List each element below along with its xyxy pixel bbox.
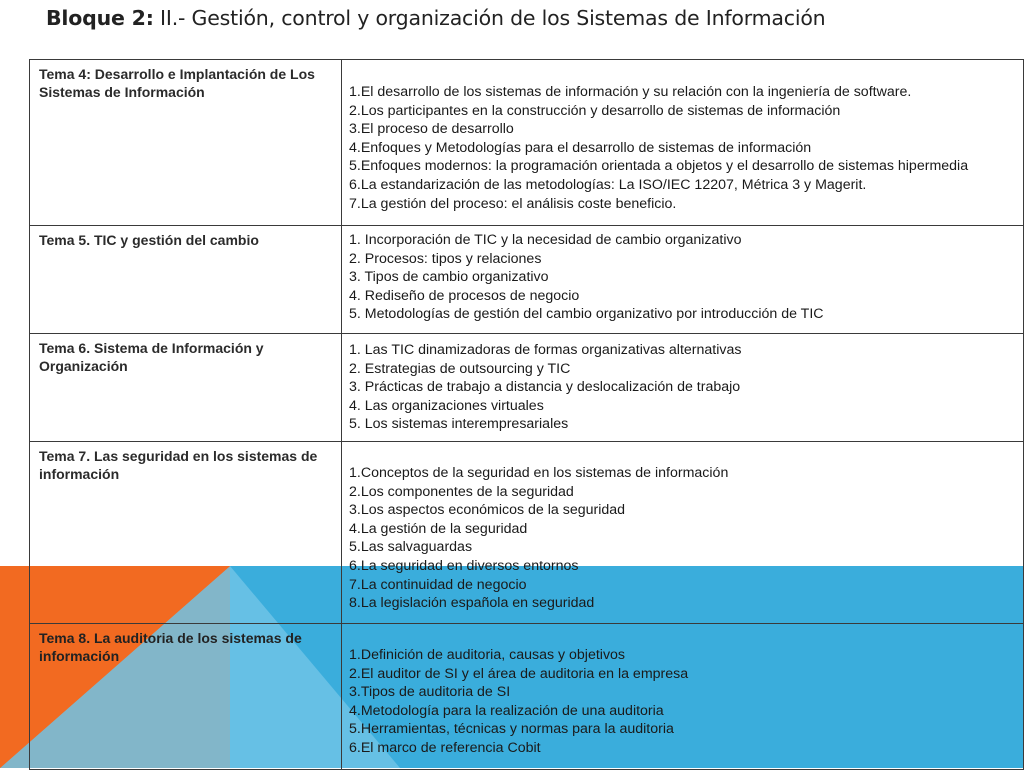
topic-items-list [349, 646, 1019, 758]
list-item: 5.Herramientas, técnicas y normas para la auditoria [349, 721, 674, 738]
list-item: 6.El marco de referencia Cobit [349, 739, 541, 756]
table-row [30, 226, 1024, 334]
list-item: 2. Estrategias de outsourcing y TIC [349, 360, 571, 377]
topic-items-list [349, 231, 1019, 324]
list-item: 4. Las organizaciones virtuales [349, 397, 544, 414]
list-item: 1. Incorporación de TIC y la necesidad de cambio organizativo [349, 232, 742, 248]
list-item: 3. Tipos de cambio organizativo [349, 269, 549, 286]
list-item: 5. Metodologías de gestión del cambio organizativo por introducción de TIC [349, 306, 824, 323]
list-item: 6.La estandarización de las metodologías: La ISO/IEC 12207, Métrica 3 y Magerit. [349, 176, 867, 193]
list-item: 8.La legislación española en seguridad [349, 595, 595, 612]
topic-content-cell [342, 60, 1024, 226]
topic-title-cell: Tema 4: Desarrollo e Implantación de Los Sistemas de Información [30, 60, 342, 226]
list-item: 4. Rediseño de procesos de negocio [349, 287, 580, 304]
list-item: 2.Los participantes en la construcción y desarrollo de sistemas de información [349, 102, 841, 119]
list-item: 2.Los componentes de la seguridad [349, 483, 574, 500]
topic-title-cell: Tema 5. TIC y gestión del cambio [30, 226, 342, 334]
list-item: 2. Procesos: tipos y relaciones [349, 250, 542, 267]
topic-items-list [349, 83, 1019, 213]
topic-title-cell: Tema 8. La auditoria de los sistemas de información [30, 624, 342, 770]
topic-content-cell [342, 624, 1024, 770]
list-item: 1. Las TIC dinamizadoras de formas organizativas alternativas [349, 342, 742, 358]
list-item: 6.La seguridad en diversos entornos [349, 557, 579, 574]
list-item: 5.Enfoques modernos: la programación orientada a objetos y el desarrollo de sistemas hipermedia [349, 158, 969, 175]
list-item: 4.La gestión de la seguridad [349, 520, 528, 537]
topic-content-cell [342, 226, 1024, 334]
list-item: 1.El desarrollo de los sistemas de información y su relación con la ingeniería de software. [349, 84, 912, 100]
topic-items-list [349, 341, 1019, 434]
topic-items-list [349, 464, 1019, 613]
table-row [30, 334, 1024, 442]
slide-title-lead: Bloque 2: [46, 6, 154, 30]
list-item: 4.Metodología para la realización de una auditoria [349, 702, 664, 719]
list-item: 4.Enfoques y Metodologías para el desarrollo de sistemas de información [349, 139, 812, 156]
topics-table [29, 59, 1024, 770]
topic-content-cell [342, 334, 1024, 442]
list-item: 3.El proceso de desarrollo [349, 121, 514, 138]
table-row [30, 60, 1024, 226]
topic-title-cell: Tema 7. Las seguridad en los sistemas de información [30, 442, 342, 624]
list-item: 3.Los aspectos económicos de la seguridad [349, 502, 626, 519]
slide-title [46, 6, 825, 30]
list-item: 7.La continuidad de negocio [349, 576, 527, 593]
slide-title-rest: II.- Gestión, control y organización de los Sistemas de Información [153, 6, 826, 30]
list-item: 5. Los sistemas interempresariales [349, 416, 569, 433]
list-item: 2.El auditor de SI y el área de auditoria en la empresa [349, 665, 689, 682]
list-item: 1.Definición de auditoria, causas y objetivos [349, 647, 626, 663]
list-item: 1.Conceptos de la seguridad en los sistemas de información [349, 465, 729, 481]
list-item: 3.Tipos de auditoria de SI [349, 684, 511, 701]
topic-content-cell [342, 442, 1024, 624]
list-item: 5.Las salvaguardas [349, 539, 473, 556]
table-row [30, 442, 1024, 624]
list-item: 3. Prácticas de trabajo a distancia y deslocalización de trabajo [349, 379, 741, 396]
topic-title-cell: Tema 6. Sistema de Información y Organización [30, 334, 342, 442]
table-row [30, 624, 1024, 770]
list-item: 7.La gestión del proceso: el análisis coste beneficio. [349, 195, 677, 212]
